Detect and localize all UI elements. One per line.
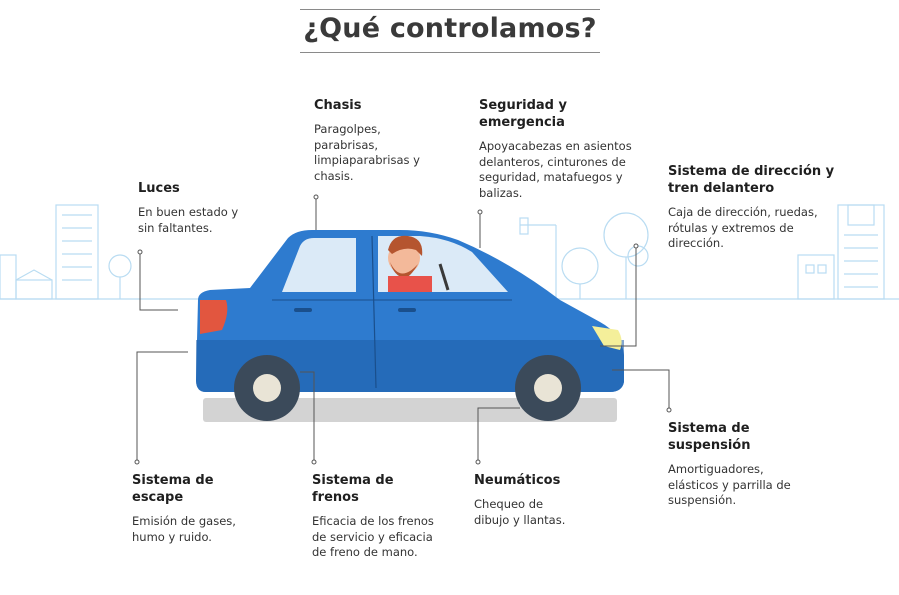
label-seguridad <box>479 97 644 201</box>
frenos-heading: Sistema de frenos <box>312 473 394 505</box>
frenos-text: Eficacia de los frenos de servicio y eficacia de freno de mano. <box>312 514 434 559</box>
neumaticos-heading: Neumáticos <box>474 473 561 488</box>
label-escape <box>132 472 252 545</box>
direccion-heading: Sistema de dirección y tren delantero <box>668 164 835 196</box>
label-direccion <box>668 163 853 252</box>
neumaticos-text: Chequeo de dibujo y llantas. <box>474 497 566 527</box>
label-neumaticos <box>474 472 594 528</box>
seguridad-text: Apoyacabezas en asientos delanteros, cinturones de seguridad, matafuegos y balizas. <box>479 139 632 200</box>
label-suspension <box>668 420 808 509</box>
seguridad-heading: Seguridad y emergencia <box>479 98 567 130</box>
escape-text: Emisión de gases, humo y ruido. <box>132 514 236 544</box>
luces-text: En buen estado y sin faltantes. <box>138 205 239 235</box>
suspension-heading: Sistema de suspensión <box>668 421 751 453</box>
label-frenos <box>312 472 437 561</box>
chasis-heading: Chasis <box>314 98 362 113</box>
luces-heading: Luces <box>138 181 180 196</box>
escape-heading: Sistema de escape <box>132 473 214 505</box>
label-chasis <box>314 97 444 184</box>
chasis-text: Paragolpes, parabrisas, limpiaparabrisas y chasis. <box>314 122 420 183</box>
direccion-text: Caja de dirección, ruedas, rótulas y extremos de dirección. <box>668 205 818 250</box>
suspension-text: Amortiguadores, elásticos y parrilla de suspensión. <box>668 462 791 507</box>
car <box>196 230 624 421</box>
page-title: ¿Qué controlamos? <box>303 13 597 44</box>
label-luces <box>138 180 258 236</box>
